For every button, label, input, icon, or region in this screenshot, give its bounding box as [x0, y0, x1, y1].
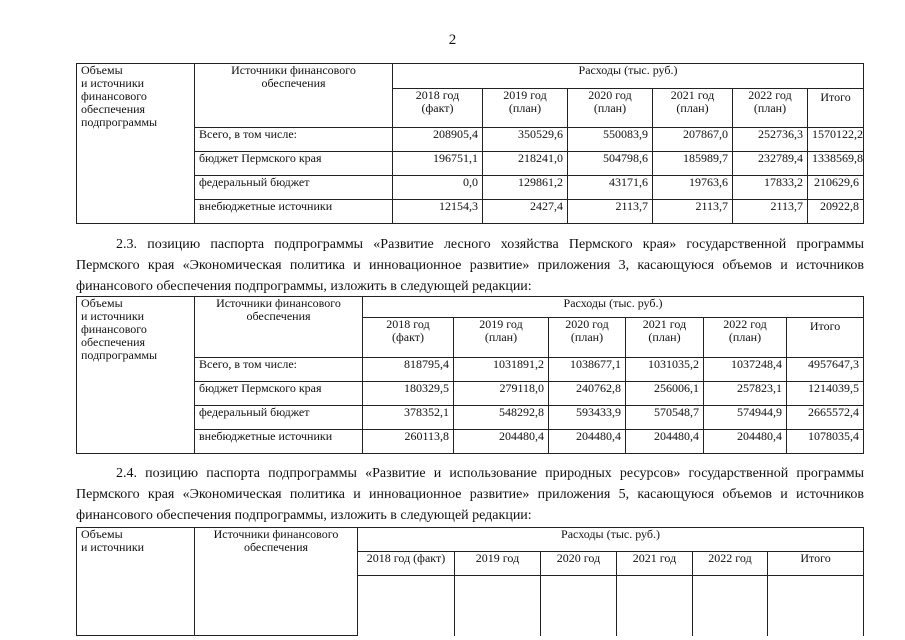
cell-value: 1214039,5 [787, 382, 864, 406]
cell-value: 180329,5 [363, 382, 454, 406]
year-header: 2022 год [693, 552, 768, 576]
cell-value: 12154,3 [393, 200, 483, 224]
table-row [77, 382, 864, 406]
cell-value: 1037248,4 [704, 358, 787, 382]
cell-value: 240762,8 [549, 382, 626, 406]
year-header: 2020 год (план) [568, 89, 653, 128]
sources-header: Источники финансового обеспечения [195, 528, 358, 636]
cell-value: 2665572,4 [787, 406, 864, 430]
year-header: 2021 год (план) [653, 89, 733, 128]
cell-value: 232789,4 [733, 152, 808, 176]
cell-value: 204480,4 [704, 430, 787, 454]
cell-value: 218241,0 [483, 152, 568, 176]
volumes-sources-label: Объемы и источники финансового обеспечения подпрограммы [77, 64, 195, 224]
expenses-header: Расходы (тыс. руб.) [358, 528, 864, 552]
cell-value: 204480,4 [454, 430, 549, 454]
row-label: Всего, в том числе: [195, 128, 393, 152]
year-header: 2019 год (план) [454, 318, 549, 358]
cell-value: 252736,3 [733, 128, 808, 152]
year-header: 2018 год (факт) [358, 552, 455, 576]
cell-value: 1038677,1 [549, 358, 626, 382]
blank-cell [693, 576, 768, 636]
year-header: 2019 год (план) [483, 89, 568, 128]
table-row [77, 128, 864, 152]
cell-value: 550083,9 [568, 128, 653, 152]
year-header: 2018 год (факт) [363, 318, 454, 358]
year-header: 2022 год (план) [733, 89, 808, 128]
table-row [77, 200, 864, 224]
total-header: Итого [808, 89, 864, 128]
cell-value: 257823,1 [704, 382, 787, 406]
cell-value: 19763,6 [653, 176, 733, 200]
table-row [77, 152, 864, 176]
expenses-header: Расходы (тыс. руб.) [363, 297, 864, 318]
table-row [77, 176, 864, 200]
sources-header: Источники финансового обеспечения [195, 64, 393, 128]
table-row [77, 406, 864, 430]
blank-cell [358, 576, 455, 636]
cell-value: 279118,0 [454, 382, 549, 406]
cell-value: 378352,1 [363, 406, 454, 430]
cell-value: 204480,4 [626, 430, 704, 454]
paragraph-2-3: 2.3. позицию паспорта подпрограммы «Развитие лесного хозяйства Пермского края» государственной программы Пермского края «Экономическая политика и инновационное развитие» приложения 3, касающуюся объемов и источников финансового обеспечения подпрограммы, изложить в следующей редакции: [76, 237, 864, 294]
cell-value: 2113,7 [733, 200, 808, 224]
cell-value: 207867,0 [653, 128, 733, 152]
table-row [77, 430, 864, 454]
cell-value: 196751,1 [393, 152, 483, 176]
cell-value: 1570122,2 [808, 128, 864, 152]
year-header: 2020 год [541, 552, 617, 576]
cell-value: 20922,8 [808, 200, 864, 224]
cell-value: 2113,7 [653, 200, 733, 224]
cell-value: 1078035,4 [787, 430, 864, 454]
blank-cell [617, 576, 693, 636]
cell-value: 256006,1 [626, 382, 704, 406]
year-header: 2020 год (план) [549, 318, 626, 358]
cell-value: 1031035,2 [626, 358, 704, 382]
financing-table-3 [76, 527, 864, 636]
cell-value: 4957647,3 [787, 358, 864, 382]
total-header: Итого [768, 552, 864, 576]
row-label: внебюджетные источники [195, 430, 363, 454]
row-label: внебюджетные источники [195, 200, 393, 224]
row-label: федеральный бюджет [195, 176, 393, 200]
page-number: 2 [448, 32, 457, 48]
row-label: бюджет Пермского края [195, 382, 363, 406]
cell-value: 0,0 [393, 176, 483, 200]
cell-value: 1338569,8 [808, 152, 864, 176]
total-header: Итого [787, 318, 864, 358]
row-label: Всего, в том числе: [195, 358, 363, 382]
cell-value: 593433,9 [549, 406, 626, 430]
cell-value: 504798,6 [568, 152, 653, 176]
cell-value: 548292,8 [454, 406, 549, 430]
sources-header: Источники финансового обеспечения [195, 297, 363, 358]
year-header: 2022 год (план) [704, 318, 787, 358]
year-header: 2019 год [455, 552, 541, 576]
cell-value: 1031891,2 [454, 358, 549, 382]
expenses-header: Расходы (тыс. руб.) [393, 64, 864, 89]
year-header: 2021 год [617, 552, 693, 576]
row-label: бюджет Пермского края [195, 152, 393, 176]
volumes-sources-label: Объемы и источники финансового обеспечения подпрограммы [77, 297, 195, 454]
financing-table-2 [76, 296, 864, 454]
cell-value: 818795,4 [363, 358, 454, 382]
volumes-sources-label: Объемы и источники [77, 528, 195, 636]
cell-value: 350529,6 [483, 128, 568, 152]
financing-table-1 [76, 63, 864, 224]
cell-value: 574944,9 [704, 406, 787, 430]
row-label: федеральный бюджет [195, 406, 363, 430]
cell-value: 2113,7 [568, 200, 653, 224]
year-header: 2018 год (факт) [393, 89, 483, 128]
cell-value: 185989,7 [653, 152, 733, 176]
cell-value: 260113,8 [363, 430, 454, 454]
cell-value: 570548,7 [626, 406, 704, 430]
cell-value: 43171,6 [568, 176, 653, 200]
cell-value: 208905,4 [393, 128, 483, 152]
cell-value: 204480,4 [549, 430, 626, 454]
paragraph-2-4: 2.4. позицию паспорта подпрограммы «Развитие и использование природных ресурсов» государственной программы Пермского края «Экономическая политика и инновационное развитие» приложения 5, касающуюся объемов и источников финансового обеспечения подпрограммы, изложить в следующей редакции: [76, 466, 864, 523]
cell-value: 2427,4 [483, 200, 568, 224]
cell-value: 17833,2 [733, 176, 808, 200]
blank-cell [541, 576, 617, 636]
cell-value: 210629,6 [808, 176, 864, 200]
blank-cell [455, 576, 541, 636]
cell-value: 129861,2 [483, 176, 568, 200]
blank-cell [768, 576, 864, 636]
year-header: 2021 год (план) [626, 318, 704, 358]
table-row [77, 358, 864, 382]
